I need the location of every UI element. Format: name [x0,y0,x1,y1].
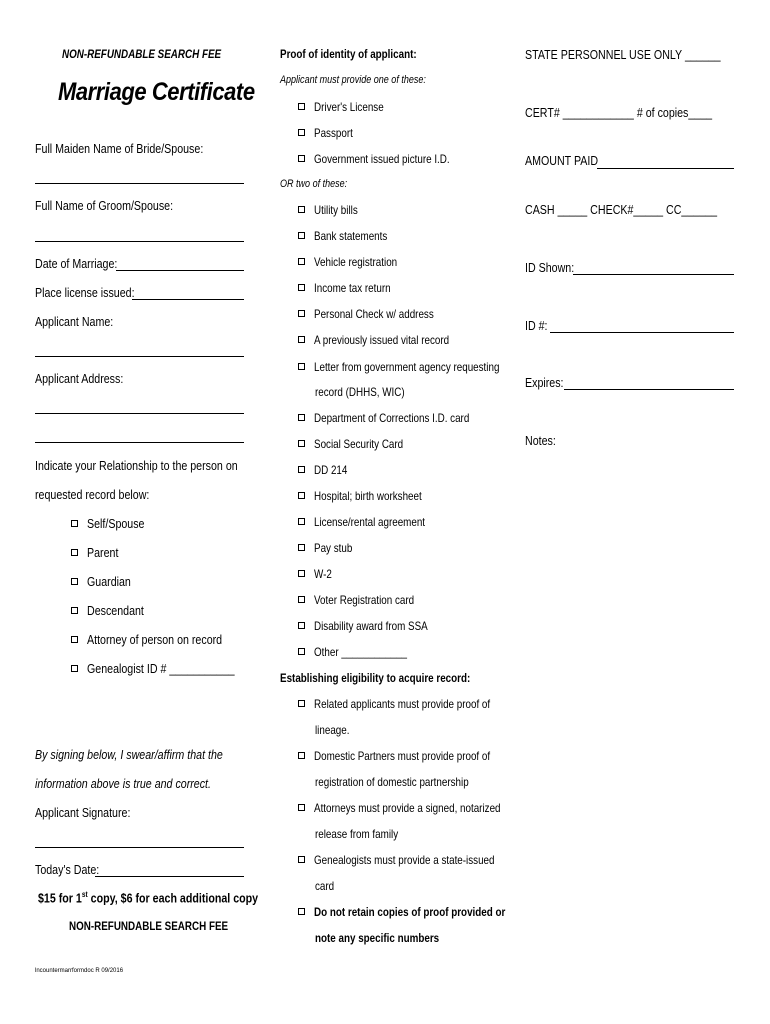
checkbox[interactable] [298,232,305,239]
bride-label: Full Maiden Name of Bride/Spouse: [35,141,204,156]
id-option[interactable]: DD 214 [298,463,355,477]
applicant-address-label: Applicant Address: [35,371,124,386]
checkbox[interactable] [298,336,305,343]
checkbox[interactable] [298,752,305,759]
identity-heading: Proof of identity of applicant: [280,47,417,61]
fee-top: NON-REFUNDABLE SEARCH FEE [62,47,222,61]
checkbox[interactable] [298,440,305,447]
signature-field[interactable] [35,847,244,848]
amount-paid-label: AMOUNT PAID [525,153,599,168]
place-label: Place license issued: [35,285,135,300]
identity-subheading-2: OR two of these: [280,178,348,190]
checkbox[interactable] [298,700,305,707]
checkbox[interactable] [298,103,305,110]
state-use-label: STATE PERSONNEL USE ONLY ______ [525,47,721,62]
id-option[interactable]: W-2 [298,567,336,581]
id-option[interactable]: Driver's License [298,100,399,114]
relationship-option[interactable]: Guardian [71,574,140,589]
eligibility-item[interactable]: Attorneys must provide a signed, notarized [298,801,541,815]
eligibility-item[interactable]: Domestic Partners must provide proof of [298,749,529,763]
id-option[interactable]: Government issued picture I.D. [298,152,479,166]
checkbox[interactable] [71,665,78,672]
bride-field[interactable] [35,183,244,184]
id-option[interactable]: Other ____________ [298,645,427,659]
id-option[interactable]: Department of Corrections I.D. card [298,411,503,425]
checkbox[interactable] [298,648,305,655]
checkbox[interactable] [298,570,305,577]
notes-label: Notes: [525,433,556,448]
id-option[interactable]: Voter Registration card [298,593,436,607]
id-option[interactable]: Income tax return [298,281,407,295]
checkbox[interactable] [298,622,305,629]
id-option[interactable]: Bank statements [298,229,403,243]
eligibility-item-continued: lineage. [315,723,350,737]
checkbox[interactable] [298,518,305,525]
eligibility-heading: Establishing eligibility to acquire record: [280,671,471,685]
amount-paid-field[interactable] [597,168,734,169]
swear-statement: By signing below, I swear/affirm that the [35,747,223,762]
applicant-name-field[interactable] [35,356,244,357]
checkbox[interactable] [298,155,305,162]
checkbox[interactable] [71,520,78,527]
payment-methods: CASH _____ CHECK#_____ CC______ [525,202,718,217]
cert-label: CERT# ____________ # of copies____ [525,105,713,120]
checkbox[interactable] [71,607,78,614]
relationship-instruction: Indicate your Relationship to the person on [35,458,238,473]
checkbox[interactable] [298,129,305,136]
id-option[interactable]: A previously issued vital record [298,333,479,347]
id-shown-label: ID Shown: [525,260,575,275]
eligibility-item[interactable]: Do not retain copies of proof provided or [298,905,547,919]
checkbox[interactable] [298,206,305,213]
relationship-instruction-2: requested record below: [35,487,150,502]
relationship-option[interactable]: Descendant [71,603,156,618]
id-option[interactable]: Passport [298,126,361,140]
groom-label: Full Name of Groom/Spouse: [35,198,174,213]
checkbox[interactable] [298,856,305,863]
applicant-address-field-1[interactable] [35,413,244,414]
eligibility-item-continued: note any specific numbers [315,931,440,945]
fee-bottom: NON-REFUNDABLE SEARCH FEE [69,919,229,933]
date-label: Date of Marriage: [35,256,118,271]
id-option[interactable]: Vehicle registration [298,255,415,269]
eligibility-item[interactable]: Genealogists must provide a state-issued [298,853,534,867]
todays-date-field[interactable] [95,876,244,877]
id-option[interactable]: Social Security Card [298,437,423,451]
page-title: Marriage Certificate [58,78,255,106]
eligibility-item-continued: release from family [315,827,399,841]
id-option[interactable]: Hospital; birth worksheet [298,489,445,503]
relationship-option[interactable]: Genealogist ID # ___________ [71,661,267,676]
id-option-continued: record (DHHS, WIC) [315,385,405,399]
id-number-field[interactable] [550,332,734,333]
checkbox[interactable] [71,636,78,643]
eligibility-item[interactable]: Related applicants must provide proof of [298,697,529,711]
id-option[interactable]: Utility bills [298,203,367,217]
signature-label: Applicant Signature: [35,805,131,820]
checkbox[interactable] [298,804,305,811]
checkbox[interactable] [71,578,78,585]
expires-field[interactable] [564,389,734,390]
place-field[interactable] [132,299,244,300]
checkbox[interactable] [298,908,305,915]
price-info: $15 for 1st copy, $6 for each additional copy [38,890,259,906]
eligibility-item-continued: registration of domestic partnership [315,775,469,789]
checkbox[interactable] [298,310,305,317]
relationship-option[interactable]: Attorney of person on record [71,632,252,647]
form-footer: lncountermarrformdoc R 09/2016 [35,968,124,974]
id-number-label: ID #: [525,318,548,333]
checkbox[interactable] [298,414,305,421]
applicant-name-label: Applicant Name: [35,314,114,329]
todays-date-label: Today's Date: [35,862,100,877]
id-option[interactable]: Personal Check w/ address [298,307,460,321]
checkbox[interactable] [298,284,305,291]
id-shown-field[interactable] [573,274,734,275]
date-field[interactable] [116,270,244,271]
id-option[interactable]: Pay stub [298,541,361,555]
checkbox[interactable] [298,466,305,473]
checkbox[interactable] [71,549,78,556]
groom-field[interactable] [35,241,244,242]
relationship-option[interactable]: Self/Spouse [71,516,157,531]
relationship-option[interactable]: Parent [71,545,125,560]
id-option[interactable]: Letter from government agency requesting [298,360,540,374]
identity-subheading: Applicant must provide one of these: [280,74,426,86]
eligibility-item-continued: card [315,879,335,893]
checkbox[interactable] [298,544,305,551]
expires-label: Expires: [525,375,564,390]
checkbox[interactable] [298,492,305,499]
checkbox[interactable] [298,363,305,370]
id-option[interactable]: Disability award from SSA [298,619,453,633]
checkbox[interactable] [298,258,305,265]
applicant-address-field-2[interactable] [35,442,244,443]
id-option[interactable]: License/rental agreement [298,515,449,529]
checkbox[interactable] [298,596,305,603]
swear-statement-2: information above is true and correct. [35,776,211,791]
